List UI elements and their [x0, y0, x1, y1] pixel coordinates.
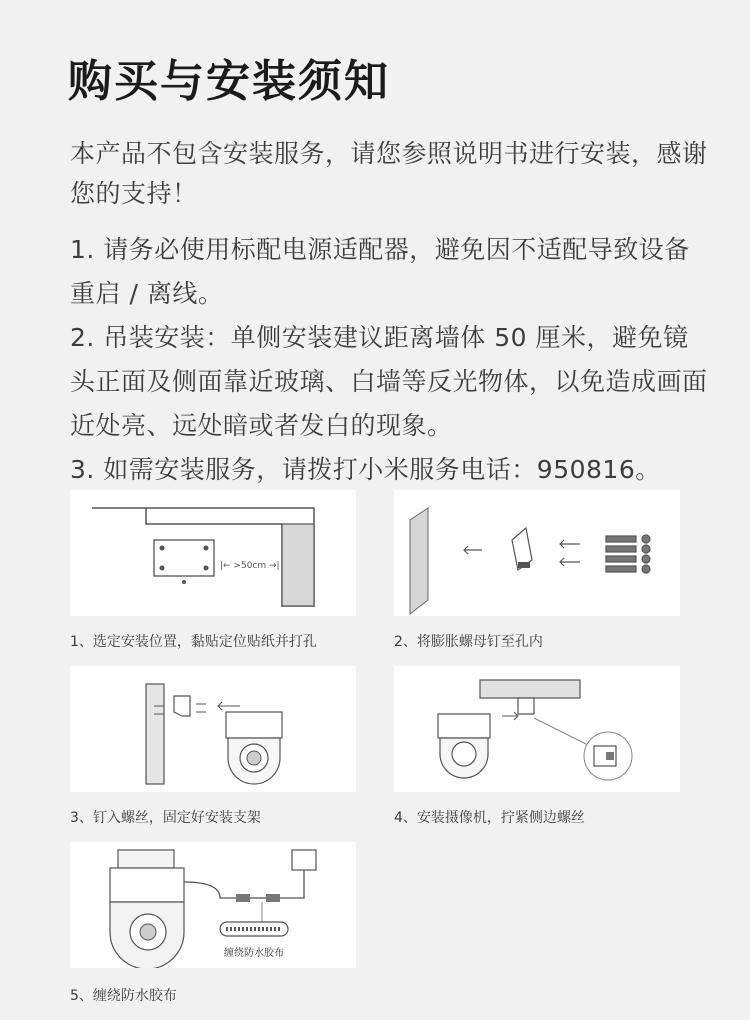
notes-list	[70, 228, 710, 492]
step-5-caption: 5、缠绕防水胶布	[70, 988, 177, 1004]
tape-label: 缠绕防水胶布	[224, 948, 284, 959]
step-2-caption: 2、将膨胀螺母钉至孔内	[394, 634, 543, 650]
distance-label: |← >50cm →|	[220, 561, 280, 571]
page-title: 购买与安装须知	[68, 56, 390, 107]
step-1-illustration	[70, 490, 356, 616]
step-1-caption: 1、选定安装位置，黏贴定位贴纸并打孔	[70, 634, 317, 650]
step-2-illustration	[394, 490, 680, 616]
step-3-illustration	[70, 666, 356, 792]
step-5-illustration	[70, 842, 356, 968]
note-item: 1. 请务必使用标配电源适配器，避免因不适配导致设备重启 / 离线。	[70, 235, 690, 308]
intro-text: 本产品不包含安装服务，请您参照说明书进行安装，感谢您的支持！	[70, 139, 708, 208]
note-item: 2. 吊装安装：单侧安装建议距离墙体 50 厘米，避免镜头正面及侧面靠近玻璃、白墙等反光物体，以免造成画面近处亮、远处暗或者发白的现象。	[70, 323, 708, 440]
step-4-caption: 4、安装摄像机，拧紧侧边螺丝	[394, 810, 585, 826]
note-item: 3. 如需安装服务，请拨打小米服务电话：950816。	[70, 455, 661, 484]
step-3-caption: 3、钉入螺丝，固定好安装支架	[70, 810, 261, 826]
step-4-illustration	[394, 666, 680, 792]
